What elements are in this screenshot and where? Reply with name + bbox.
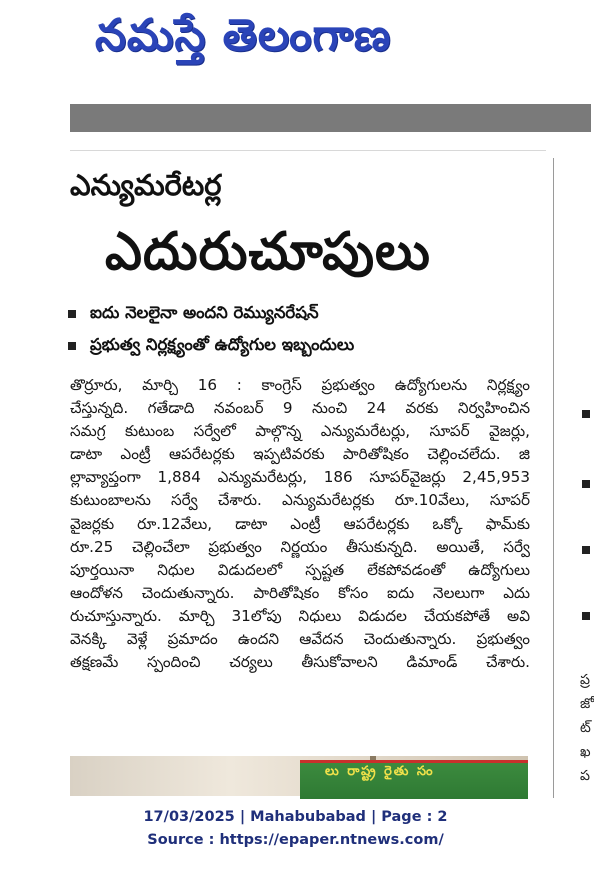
adjacent-text-fragment: ప్ర xyxy=(580,672,590,688)
bullet-square-icon xyxy=(582,480,590,488)
footer-date-edition: 17/03/2025 | Mahabubabad | Page : 2 xyxy=(143,809,448,825)
article-body xyxy=(70,374,530,674)
adjacent-text-fragment: ఖ xyxy=(580,744,591,760)
column-rule xyxy=(553,158,554,798)
body-line: రుచూస్తున్నారు. మార్చి 31లోపు నిధులు విడుదల చేయకపోతే అవి xyxy=(70,606,530,625)
masthead-logo: నమస్తే తెలంగాణ xyxy=(95,10,392,61)
body-line: తొర్రూరు, మార్చి 16 : కాంగ్రెస్ ప్రభుత్వం ఉద్యోగులను నిర్లక్ష్యం xyxy=(70,376,530,394)
bullet-text: ఐదు నెలలైనా అందని రెమ్యునరేషన్ xyxy=(90,302,319,322)
adjacent-text-fragment: జో xyxy=(580,696,594,712)
body-line: డాటా ఎంట్రీ ఆపరేటర్లకు ఇప్పటివరకు పారితోషికం చెల్లించలేదు. జి xyxy=(70,445,530,464)
bullet-square-icon xyxy=(582,612,590,620)
body-line: సమగ్ర కుటుంబ సర్వేలో పాల్గొన్న ఎన్యుమరేటర్లు, సూపర్ వైజర్లు, xyxy=(70,422,530,441)
body-line: వెనక్కి వెళ్లే ప్రమాదం ఉందని ఆవేదన చెందుతున్నారు. ప్రభుత్వం xyxy=(70,630,530,649)
adjacent-text-fragment: ట్ xyxy=(580,720,591,736)
bullet-square-icon xyxy=(68,310,76,318)
footer-source-link[interactable]: Source : https://epaper.ntnews.com/ xyxy=(147,832,444,848)
article-kicker: ఎన్యుమరేటర్ల xyxy=(70,168,222,202)
bullet-square-icon xyxy=(582,410,590,418)
news-photo xyxy=(70,756,528,796)
body-line: ల్లావ్యాప్తంగా 1,884 ఎన్యుమరేటర్లు, 186 సూపర్‌వైజర్లు 2,45,953 xyxy=(70,468,530,487)
body-line: పూర్తయినా నిధుల విడుదలలో స్పష్టత లేకపోవడంతో ఉద్యోగులు xyxy=(70,560,530,579)
article-headline: ఎదురుచూపులు xyxy=(105,222,431,282)
bullet-square-icon xyxy=(68,342,76,350)
summary-bullets xyxy=(68,298,548,362)
body-line: కుటుంబాలను సర్వే చేశారు. ఎన్యుమరేటర్లకు రూ.10వేలు, సూపర్ xyxy=(70,491,530,510)
adjacent-text-fragment: ప xyxy=(580,768,590,784)
body-line: రూ.25 చెల్లించేలా ప్రభుత్వం నిర్ణయం తీసుకున్నది. అయితే, సర్వే xyxy=(70,537,530,556)
body-line: చేస్తున్నది. గతేడాది నవంబర్ 9 నుంచి 24 వరకు నిర్వహించిన xyxy=(70,399,530,418)
body-line: ఆందోళన చెందుతున్నారు. పారితోషికం కోసం ఐదు నెలలుగా ఎదు xyxy=(70,583,530,602)
photo-banner-text: లు రాష్ట్ర రైతు సం xyxy=(325,764,435,779)
body-line: తక్షణమే స్పందించి చర్యలు తీసుకోవాలని డిమాండ్ చేశారు. xyxy=(70,653,530,672)
summary-bullet xyxy=(68,330,548,362)
masthead-divider-bar xyxy=(70,104,591,132)
body-line: వైజర్లకు రూ.12వేలు, డాటా ఎంట్రీ ఆపరేటర్లకు ఒక్కో ఫామ్‌కు xyxy=(70,514,530,533)
bullet-square-icon xyxy=(582,546,590,554)
bullet-text: ప్రభుత్వ నిర్లక్ష్యంతో ఉద్యోగుల ఇబ్బందులు xyxy=(90,334,355,354)
adjacent-article-fragment xyxy=(558,150,594,800)
clip-top-border xyxy=(70,150,546,151)
summary-bullet xyxy=(68,298,548,330)
